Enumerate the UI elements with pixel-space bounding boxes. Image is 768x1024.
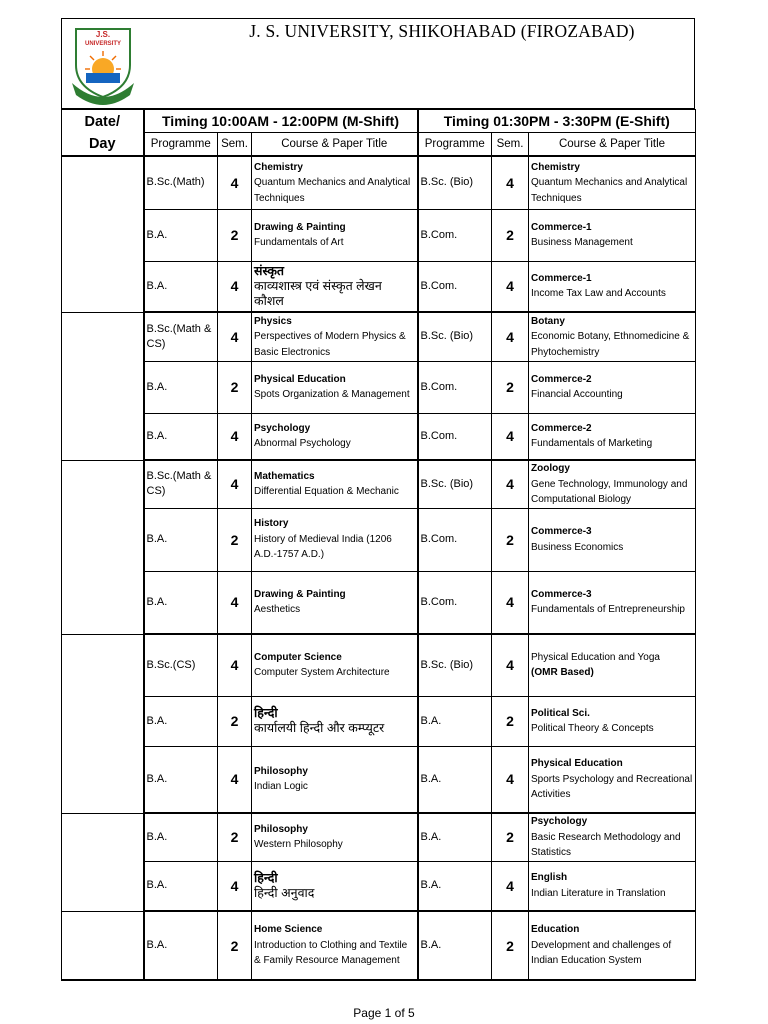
e-course-cell: [529, 746, 696, 813]
e-sem-cell: 2: [492, 361, 529, 413]
e-sem-cell: 4: [492, 746, 529, 813]
subject-name: Physical Education: [531, 758, 623, 769]
e-programme-cell: B.Com.: [418, 361, 492, 413]
paper-title: Political Theory & Concepts: [531, 723, 654, 734]
exam-timetable: [61, 109, 696, 981]
subject-name: History: [254, 518, 289, 530]
m-sem-cell: 4: [218, 571, 252, 634]
subject-name: Philosophy: [254, 765, 308, 777]
subject-name: Drawing & Painting: [254, 588, 346, 600]
e-course-cell: [529, 312, 696, 361]
table-row: [62, 508, 696, 571]
paper-title: Fundamentals of Entrepreneurship: [531, 604, 685, 616]
m-sem-cell: 2: [218, 813, 252, 861]
paper-title: Fundamentals of Art: [254, 237, 344, 248]
paper-title: Fundamentals of Marketing: [531, 438, 653, 450]
subject-name: Mathematics: [254, 470, 315, 482]
m-sem-cell: 2: [218, 361, 252, 413]
subject-name: Drawing & Painting: [254, 221, 346, 233]
m-programme-cell: B.Sc.(Math & CS): [144, 312, 218, 361]
date-day-cell: [62, 911, 144, 980]
m-programme-cell: B.Sc.(CS): [144, 634, 218, 696]
e-programme-cell: B.A.: [418, 696, 492, 746]
paper-title: Income Tax Law and Accounts: [531, 288, 666, 300]
m-course-header: Course & Paper Title: [252, 133, 418, 157]
subject-name: English: [531, 872, 568, 884]
subject-name: Commerce-1: [531, 221, 592, 233]
date-day-header: [62, 110, 144, 157]
e-sem-cell: 4: [492, 156, 529, 209]
e-programme-cell: B.Sc. (Bio): [418, 634, 492, 696]
table-row: [62, 571, 696, 634]
university-logo: [68, 25, 138, 105]
table-row: [62, 312, 696, 361]
paper-title: Differential Equation & Mechanic: [254, 486, 399, 498]
paper-title: Financial Accounting: [531, 389, 623, 400]
paper-title: Development and challenges of Indian Education System: [531, 939, 672, 967]
m-programme-cell: B.A.: [144, 209, 218, 261]
m-programme-cell: B.A.: [144, 696, 218, 746]
e-programme-cell: B.Com.: [418, 413, 492, 460]
e-programme-cell: B.A.: [418, 746, 492, 813]
m-course-cell: [252, 413, 418, 460]
m-programme-cell: B.A.: [144, 571, 218, 634]
e-programme-cell: B.A.: [418, 911, 492, 980]
e-programme-cell: B.A.: [418, 861, 492, 911]
e-programme-cell: B.A.: [418, 813, 492, 861]
subject-name: Commerce-1: [531, 272, 592, 284]
m-sem-cell: 4: [218, 746, 252, 813]
e-course-cell: [529, 696, 696, 746]
e-sem-cell: 4: [492, 571, 529, 634]
e-sem-cell: 4: [492, 634, 529, 696]
table-row: [62, 460, 696, 508]
subject-name: संस्कृत: [254, 263, 285, 278]
m-course-cell: [252, 861, 418, 911]
table-row: [62, 861, 696, 911]
e-course-cell: [529, 460, 696, 508]
e-course-cell: [529, 156, 696, 209]
m-sem-cell: 4: [218, 261, 252, 312]
m-course-cell: [252, 746, 418, 813]
m-course-cell: [252, 209, 418, 261]
table-row: [62, 413, 696, 460]
m-sem-cell: 4: [218, 634, 252, 696]
m-course-cell: [252, 634, 418, 696]
m-programme-header: Programme: [144, 133, 218, 157]
m-programme-cell: B.A.: [144, 361, 218, 413]
paper-title: Gene Technology, Immunology and Computational Biology: [531, 478, 688, 505]
table-row: [62, 746, 696, 813]
page-footer: Page 1 of 5: [353, 1006, 415, 1020]
e-sem-cell: 4: [492, 413, 529, 460]
subject-name: Education: [531, 924, 580, 936]
e-course-cell: [529, 571, 696, 634]
paper-title: Business Management: [531, 237, 633, 248]
table-row: [62, 813, 696, 861]
m-course-cell: [252, 261, 418, 312]
paper-title: Introduction to Clothing and Textile & Family Resource Management: [254, 939, 408, 967]
date-day-cell: [62, 634, 144, 813]
m-course-cell: [252, 911, 418, 980]
paper-title: Quantum Mechanics and Analytical Techniques: [531, 177, 688, 204]
table-row: [62, 209, 696, 261]
paper-title: Basic Research Methodology and Statistics: [531, 831, 681, 858]
paper-title: Perspectives of Modern Physics & Basic Electronics: [254, 331, 406, 358]
subject-name: Chemistry: [254, 161, 303, 173]
e-sem-header: Sem.: [492, 133, 529, 157]
subject-name: Chemistry: [531, 161, 580, 173]
paper-title: Aesthetics: [254, 604, 301, 616]
subject-name: Psychology: [531, 816, 588, 827]
m-sem-cell: 4: [218, 460, 252, 508]
table-row: [62, 361, 696, 413]
university-title: J. S. UNIVERSITY, SHIKOHABAD (FIROZABAD): [249, 21, 635, 41]
m-programme-cell: B.A.: [144, 911, 218, 980]
e-course-cell: [529, 261, 696, 312]
logo-text-bottom: UNIVERSITY: [84, 41, 122, 47]
e-sem-cell: 2: [492, 508, 529, 571]
paper-title: Western Philosophy: [254, 839, 343, 851]
paper-title: हिन्दी अनुवाद: [254, 885, 315, 900]
subject-name: Commerce-2: [531, 373, 592, 385]
e-course-cell: [529, 634, 696, 696]
paper-title: काव्यशास्त्र एवं संस्कृत लेखन कौशल: [254, 278, 382, 308]
paper-title: History of Medieval India (1206 A.D.-1757 A.D.): [254, 533, 392, 561]
m-sem-cell: 4: [218, 413, 252, 460]
e-sem-cell: 2: [492, 209, 529, 261]
paper-title: Computer System Architecture: [254, 667, 390, 679]
shift-header-row: [62, 110, 696, 133]
paper-title: Indian Logic: [254, 781, 308, 793]
subject-name: Zoology: [531, 463, 570, 474]
subject-name: Philosophy: [254, 823, 308, 835]
e-programme-cell: B.Com.: [418, 508, 492, 571]
paper-title: Economic Botany, Ethnomedicine & Phytochemistry: [531, 331, 690, 358]
m-sem-cell: 4: [218, 312, 252, 361]
subject-name: हिन्दी: [254, 870, 278, 885]
subject-name: Botany: [531, 315, 565, 327]
table-row: [62, 696, 696, 746]
paper-title: Quantum Mechanics and Analytical Techniques: [254, 177, 411, 204]
paper-title: (OMR Based): [531, 667, 594, 679]
m-shift-header: Timing 10:00AM - 12:00PM (M-Shift): [144, 110, 418, 133]
subject-name: हिन्दी: [254, 706, 278, 720]
m-course-cell: [252, 508, 418, 571]
e-course-cell: [529, 209, 696, 261]
subject-name: Home Science: [254, 924, 323, 936]
m-course-cell: [252, 813, 418, 861]
e-sem-cell: 4: [492, 460, 529, 508]
m-sem-header: Sem.: [218, 133, 252, 157]
paper-title: Business Economics: [531, 541, 624, 553]
column-header-row: [62, 133, 696, 157]
subject-name: Psychology: [254, 422, 311, 434]
date-day-cell: [62, 813, 144, 911]
e-course-cell: [529, 413, 696, 460]
e-course-cell: [529, 508, 696, 571]
table-row: [62, 156, 696, 209]
m-programme-cell: B.A.: [144, 508, 218, 571]
e-programme-cell: B.Com.: [418, 571, 492, 634]
e-sem-cell: 4: [492, 861, 529, 911]
m-sem-cell: 2: [218, 696, 252, 746]
e-sem-cell: 2: [492, 911, 529, 980]
e-programme-cell: B.Sc. (Bio): [418, 312, 492, 361]
e-sem-cell: 4: [492, 312, 529, 361]
paper-title: कार्यालयी हिन्दी और कम्प्यूटर: [254, 721, 385, 735]
m-course-cell: [252, 312, 418, 361]
e-course-cell: [529, 361, 696, 413]
subject-name: Physical Education and Yoga: [531, 651, 660, 663]
date-day-cell: [62, 460, 144, 634]
e-course-cell: [529, 861, 696, 911]
m-course-cell: [252, 571, 418, 634]
timetable-body: [62, 156, 696, 980]
subject-name: Commerce-3: [531, 588, 592, 600]
m-sem-cell: 4: [218, 861, 252, 911]
header-box: [61, 18, 695, 109]
paper-title: Spots Organization & Management: [254, 389, 410, 400]
e-course-cell: [529, 911, 696, 980]
m-programme-cell: B.A.: [144, 746, 218, 813]
date-day-cell: [62, 312, 144, 460]
table-row: [62, 911, 696, 980]
table-row: [62, 261, 696, 312]
date-label: Date/: [84, 113, 120, 130]
subject-name: Physics: [254, 315, 292, 327]
paper-title: Abnormal Psychology: [254, 438, 351, 450]
m-programme-cell: B.A.: [144, 261, 218, 312]
e-shift-header: Timing 01:30PM - 3:30PM (E-Shift): [418, 110, 696, 133]
e-programme-cell: B.Com.: [418, 209, 492, 261]
subject-name: Commerce-2: [531, 422, 592, 434]
e-course-cell: [529, 813, 696, 861]
m-course-cell: [252, 156, 418, 209]
subject-name: Physical Education: [254, 373, 346, 385]
table-row: [62, 634, 696, 696]
e-programme-cell: B.Com.: [418, 261, 492, 312]
day-label: Day: [88, 135, 116, 152]
subject-name: Commerce-3: [531, 526, 592, 537]
subject-name: Political Sci.: [531, 707, 590, 719]
m-sem-cell: 2: [218, 209, 252, 261]
e-sem-cell: 2: [492, 813, 529, 861]
m-sem-cell: 4: [218, 156, 252, 209]
e-sem-cell: 4: [492, 261, 529, 312]
subject-name: Computer Science: [254, 651, 342, 663]
e-programme-cell: B.Sc. (Bio): [418, 156, 492, 209]
date-day-cell: [62, 156, 144, 312]
m-programme-cell: B.Sc.(Math): [144, 156, 218, 209]
logo-text-top: J.S.: [95, 30, 111, 39]
paper-title: Indian Literature in Translation: [531, 887, 666, 899]
e-sem-cell: 2: [492, 696, 529, 746]
e-programme-header: Programme: [418, 133, 492, 157]
m-sem-cell: 2: [218, 508, 252, 571]
paper-title: Sports Psychology and Recreational Activities: [531, 773, 693, 800]
m-programme-cell: B.A.: [144, 861, 218, 911]
m-programme-cell: B.A.: [144, 813, 218, 861]
m-course-cell: [252, 361, 418, 413]
e-programme-cell: B.Sc. (Bio): [418, 460, 492, 508]
m-sem-cell: 2: [218, 911, 252, 980]
m-course-cell: [252, 696, 418, 746]
e-course-header: Course & Paper Title: [529, 133, 696, 157]
m-course-cell: [252, 460, 418, 508]
m-programme-cell: B.A.: [144, 413, 218, 460]
m-programme-cell: B.Sc.(Math & CS): [144, 460, 218, 508]
